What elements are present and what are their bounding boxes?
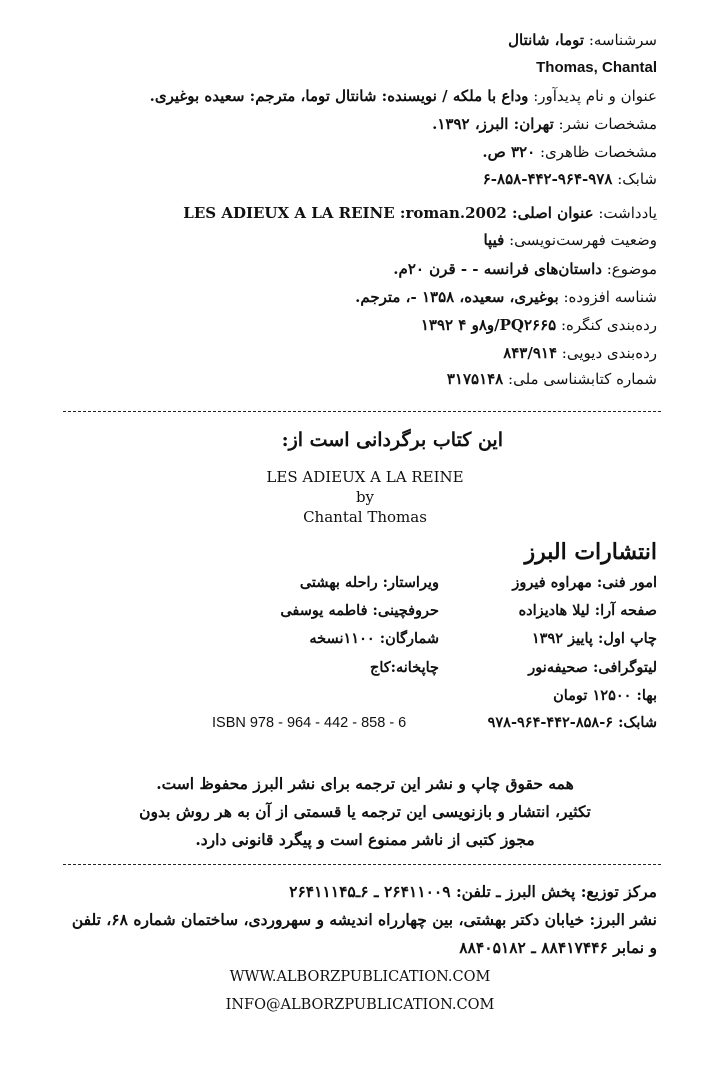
catalog-lc-entry [421, 318, 657, 333]
catalog-isbn-entry [483, 172, 657, 187]
catalog-value: عنوان اصلی: LES ADIEUX A LA REINE :roman.2002 [183, 204, 594, 222]
website-link[interactable]: WWW.ALBORZPUBLICATION.COM [229, 969, 491, 985]
catalog-value: داستان‌های فرانسه - - قرن ۲۰م. [393, 260, 602, 278]
catalog-key: مشخصات ظاهری: [539, 143, 657, 161]
catalog-value: ۸۴۳/۹۱۴ [503, 344, 558, 362]
catalog-value: ۳۲۰ ص. [482, 143, 536, 161]
isbn-latin: ISBN 978 - 964 - 442 - 858 - 6 [212, 715, 407, 731]
credit-technical: امور فنی: مهراوه فیروز [512, 574, 657, 591]
original-title: LES ADIEUX A LA REINE [266, 468, 464, 486]
catalog-key: شابک: [617, 170, 657, 188]
credit-lithography: لیتوگرافی: صحیفه‌نور [528, 659, 657, 676]
catalog-publication-entry [432, 117, 657, 132]
distribution-center: مرکز توزیع: پخش البرز ـ تلفن: ۲۶۴۱۱۰۰۹ ـ ۶ـ۲۶۴۱۱۱۴۵ [289, 882, 657, 901]
publisher-name: انتشارات البرز [524, 539, 657, 565]
catalog-value: بوغیری، سعیده، ۱۳۵۸ -، مترجم. [355, 288, 559, 306]
catalog-key: یادداشت: [598, 204, 657, 222]
catalog-key: عنوان و نام پدیدآور: [533, 87, 657, 105]
catalog-value: توما، شانتال [508, 31, 585, 49]
credit-editor: ویراستار: راحله بهشتی [299, 574, 439, 591]
catalog-status-entry [483, 233, 657, 248]
catalog-value: Thomas, Chantal [536, 59, 657, 76]
catalog-value: ۹۷۸-۹۶۴-۴۴۲-۸۵۸-۶ [482, 170, 613, 188]
catalog-value: ۳۱۷۵۱۴۸ [446, 370, 504, 388]
catalog-key: سرشناسه: [588, 31, 657, 49]
price: بها: ۱۲۵۰۰ تومان [553, 687, 657, 704]
copyright-line-1: همه حقوق چاپ و نشر این ترجمه برای نشر البرز محفوظ است. [156, 774, 574, 793]
email-link[interactable]: INFO@ALBORZPUBLICATION.COM [225, 997, 495, 1013]
translation-heading: این کتاب برگردانی است از: [281, 429, 503, 451]
catalog-heading-entry [508, 33, 657, 48]
credit-layout: صفحه آرا: لیلا هادیزاده [518, 602, 657, 619]
catalog-key: شماره کتابشناسی ملی: [508, 370, 657, 388]
copyright-line-3: مجوز کتبی از ناشر ممنوع است و پیگرد قانونی دارد. [195, 830, 535, 849]
catalog-heading-latin [536, 60, 657, 75]
publisher-address: نشر البرز: خیابان دکتر بهشتی، بین چهارراه اندیشه و سهروردی، ساختمان شماره ۶۸، تلفن [71, 910, 657, 929]
catalog-note-entry [183, 206, 657, 221]
copyright-line-2: تکثیر، انتشار و بازنویسی این ترجمه یا قسمتی از آن به هر روش بدون [139, 802, 591, 821]
catalog-national-number-entry [447, 372, 657, 387]
credit-first-print: چاپ اول: پاییز ۱۳۹۲ [531, 630, 657, 647]
catalog-key: موضوع: [606, 260, 657, 278]
catalog-key: رده‌بندی دیویی: [561, 344, 657, 362]
catalog-added-entry [355, 290, 657, 305]
catalog-value: فیپا [483, 231, 505, 249]
credit-typesetting: حروفچینی: فاطمه یوسفی [280, 602, 439, 619]
catalog-subject-entry [393, 262, 657, 277]
catalog-value: تهران: البرز، ۱۳۹۲. [432, 115, 554, 133]
catalog-dewey-entry [503, 346, 657, 361]
phone-fax: و نمابر ۸۸۴۱۷۴۴۶ ـ ۸۸۴۰۵۱۸۲ [459, 938, 657, 957]
catalog-key: مشخصات نشر: [558, 115, 657, 133]
divider [63, 411, 661, 412]
catalog-value: وداع با ملکه / نویسنده: شانتال توما، مترجم: سعیده بوغیری. [149, 87, 529, 105]
isbn-persian: شابک: ۶-۸۵۸-۴۴۲-۹۶۴-۹۷۸ [487, 714, 657, 731]
catalog-physical-entry [482, 145, 657, 160]
original-author: Chantal Thomas [303, 508, 427, 526]
divider [63, 864, 661, 865]
credit-print-run: شمارگان: ۱۱۰۰نسخه [309, 630, 439, 647]
catalog-key: شناسه افزوده: [563, 288, 657, 306]
catalog-value: PQ۲۶۶۵/و۸و ۴ ۱۳۹۲ [420, 316, 557, 334]
by-label: by [355, 488, 375, 506]
catalog-key: وضعیت فهرست‌نویسی: [509, 231, 657, 249]
catalog-title-entry [150, 89, 657, 104]
catalog-key: رده‌بندی کنگره: [560, 316, 657, 334]
credit-printing-house: چاپخانه:کاج [369, 659, 439, 676]
